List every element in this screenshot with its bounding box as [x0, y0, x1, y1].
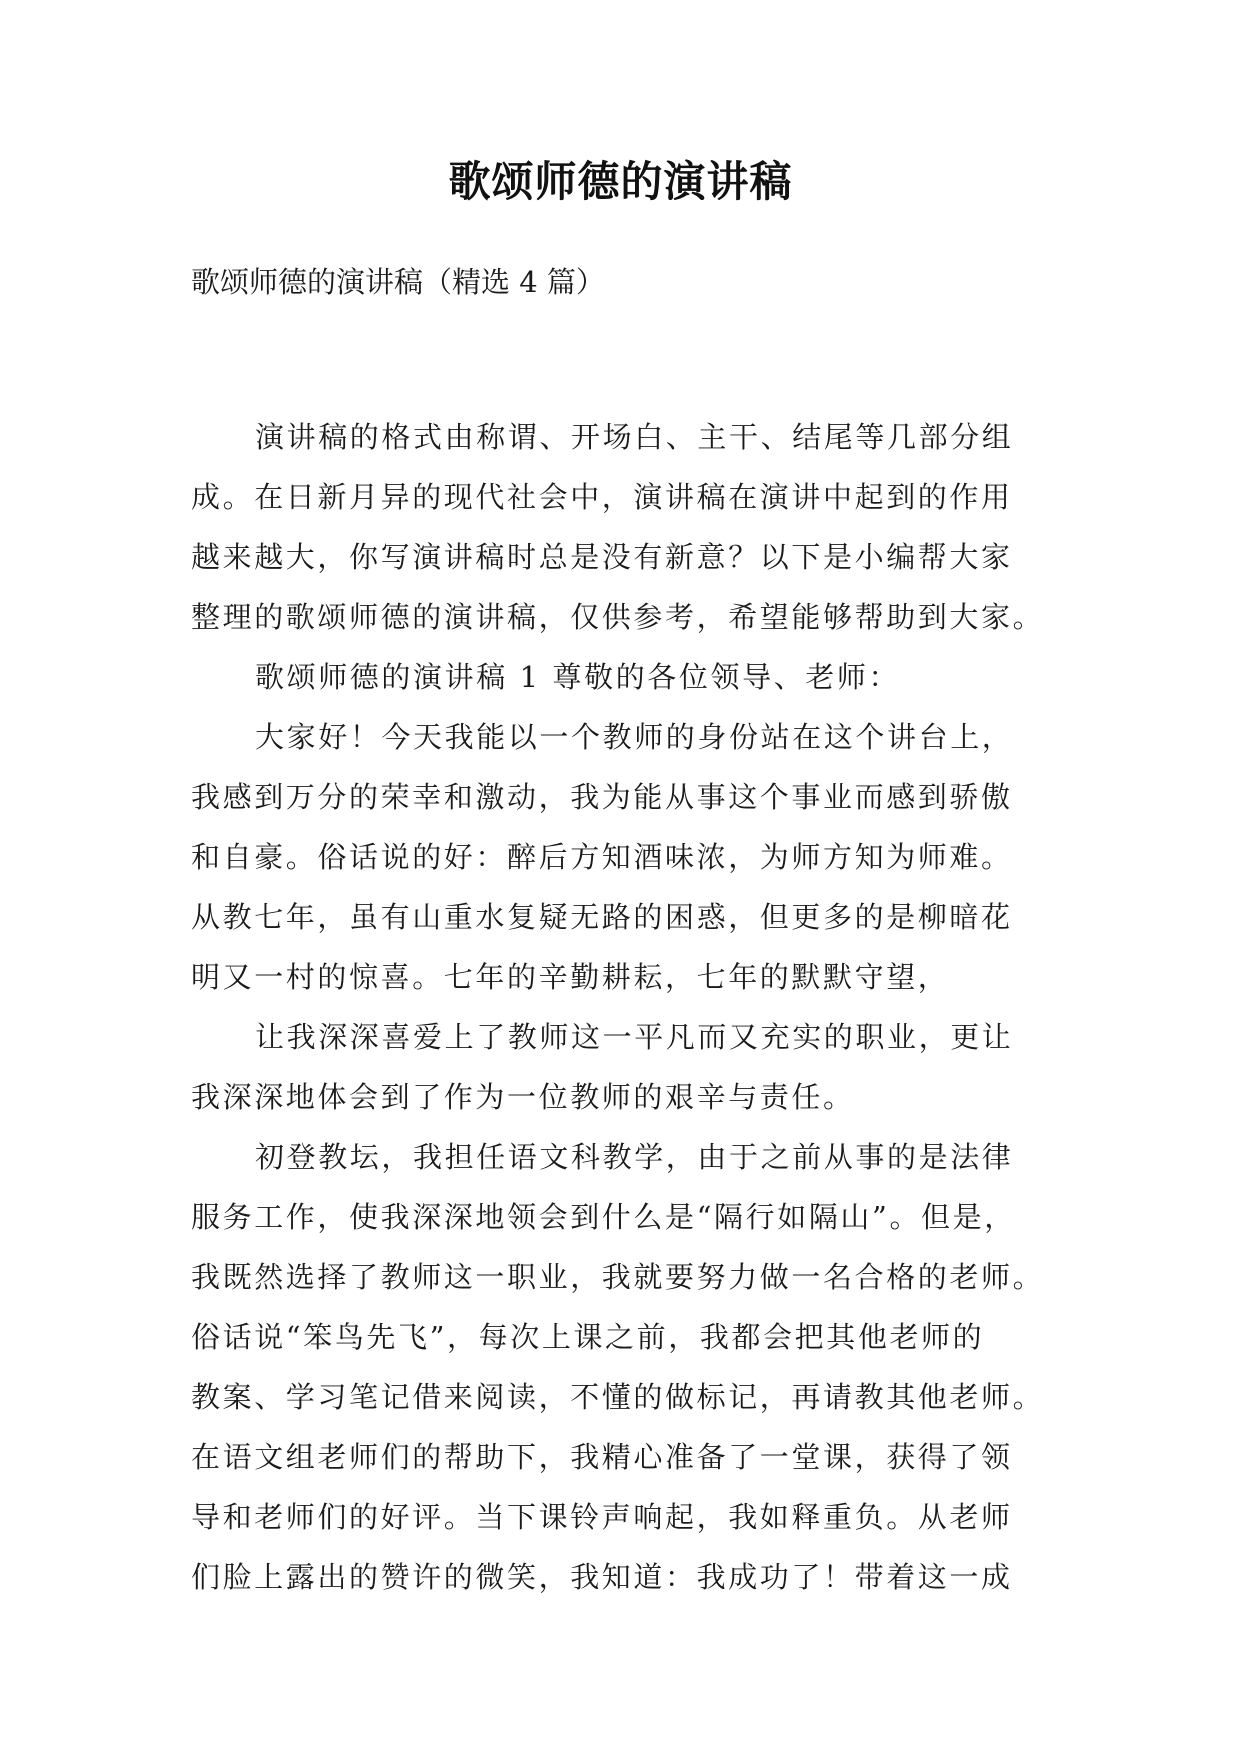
body-line: 我既然选择了教师这一职业，我就要努力做一名合格的老师。: [191, 1260, 1045, 1294]
body-line: 俗话说“笨鸟先飞”，每次上课之前，我都会把其他老师的: [191, 1320, 985, 1354]
body-line: 成。在日新月异的现代社会中，演讲稿在演讲中起到的作用: [191, 480, 1013, 514]
body-line: 歌颂师德的演讲稿 1 尊敬的各位领导、老师：: [255, 660, 901, 694]
document-body: [191, 407, 1071, 1607]
body-line: 大家好！今天我能以一个教师的身份站在这个讲台上，: [255, 720, 1014, 754]
body-line: 初登教坛，我担任语文科教学，由于之前从事的是法律: [255, 1140, 1014, 1174]
body-line: 们脸上露出的赞许的微笑，我知道：我成功了！带着这一成: [191, 1560, 1013, 1594]
body-line: 导和老师们的好评。当下课铃声响起，我如释重负。从老师: [191, 1500, 1013, 1534]
document-subtitle: 歌颂师德的演讲稿（精选 4 篇）: [191, 265, 605, 299]
body-line: 我深深地体会到了作为一位教师的艰辛与责任。: [191, 1080, 855, 1114]
body-line: 服务工作，使我深深地领会到什么是“隔行如隔山”。但是，: [191, 1200, 1016, 1234]
body-line: 让我深深喜爱上了教师这一平凡而又充实的职业，更让: [255, 1020, 1014, 1054]
body-line: 和自豪。俗话说的好：醉后方知酒味浓，为师方知为师难。: [191, 840, 1013, 874]
body-line: 我感到万分的荣幸和激动，我为能从事这个事业而感到骄傲: [191, 780, 1013, 814]
body-line: 越来越大，你写演讲稿时总是没有新意？以下是小编帮大家: [191, 540, 1013, 574]
body-line: 整理的歌颂师德的演讲稿，仅供参考，希望能够帮助到大家。: [191, 600, 1045, 634]
body-line: 教案、学习笔记借来阅读，不懂的做标记，再请教其他老师。: [191, 1380, 1045, 1414]
body-line: 明又一村的惊喜。七年的辛勤耕耘，七年的默默守望，: [191, 960, 950, 994]
body-line: 演讲稿的格式由称谓、开场白、主干、结尾等几部分组: [255, 420, 1014, 454]
body-line: 从教七年，虽有山重水复疑无路的困惑，但更多的是柳暗花: [191, 900, 1013, 934]
document-title: 歌颂师德的演讲稿: [448, 157, 793, 206]
body-line: 在语文组老师们的帮助下，我精心准备了一堂课，获得了领: [191, 1440, 1013, 1474]
